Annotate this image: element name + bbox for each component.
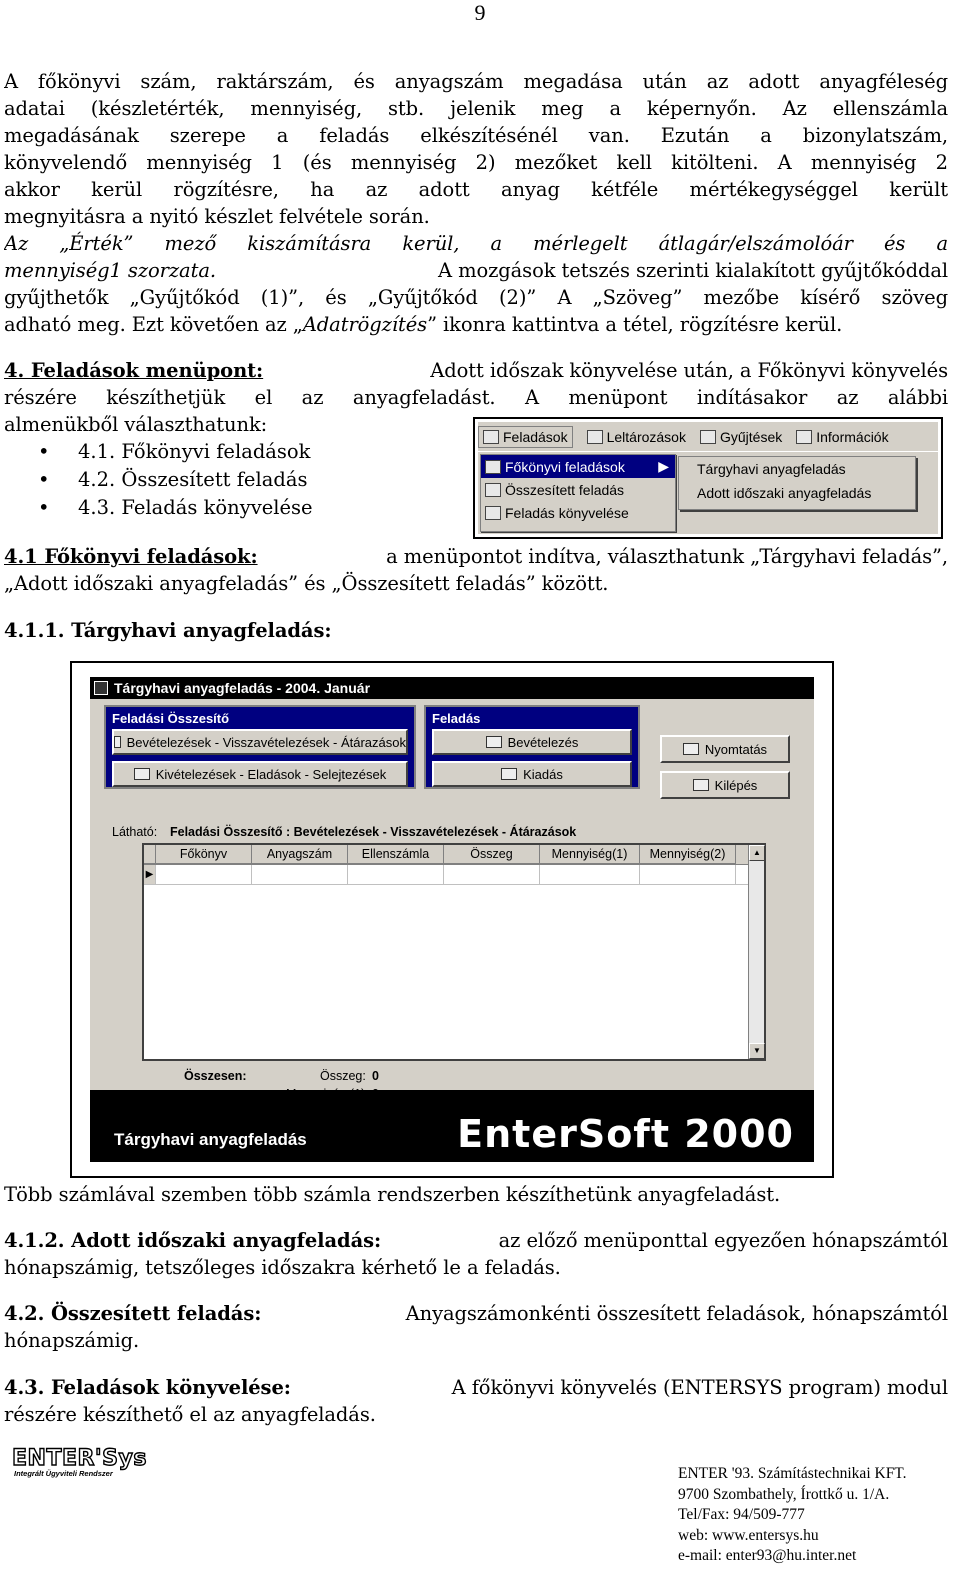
text-line: hónapszámig. [4,1329,140,1352]
visible-value: Feladási Összesítő : Bevételezések - Visszavételezések - Átárazások [170,825,577,839]
exit-button[interactable] [660,771,790,799]
sum-osszeg-value: 0 [372,1069,379,1083]
table-cell[interactable] [540,865,640,884]
text-line: megnyitásra a nyitó készlet felvétele során. [4,205,430,228]
column-header[interactable]: Főkönyv [156,845,252,864]
column-header[interactable]: Összeg [444,845,540,864]
group-title: Feladási Összesítő [112,711,230,726]
text-line: „Adott időszaki anyagfeladás” és „Összesített feladás” között. [4,572,609,595]
contact-web[interactable]: web: www.entersys.hu [678,1526,819,1544]
button-label: Bevételezés [507,734,579,750]
menu-informaciok[interactable] [796,429,888,445]
hand-icon [134,768,150,780]
dialog-titlebar [90,677,814,699]
text-line [4,257,948,284]
after-dialog-text [4,1181,948,1208]
text-line: részére készíthető el az anyagfeladás. [4,1403,376,1426]
footer-title: Tárgyhavi anyagfeladás [114,1130,307,1149]
contact-address: 9700 Szombathely, Írottkő u. 1/A. [678,1485,890,1503]
text-line: részére készíthetjük el az anyagfeladást. A menüpont indításakor az alábbi [4,386,948,409]
menu-label: Leltározások [606,428,686,445]
table-cell[interactable] [348,865,444,884]
text-line: almenükből választhatunk: [4,413,268,436]
table-cell[interactable] [252,865,348,884]
submenu-item-konyvelese[interactable] [481,501,675,524]
text-line [4,311,948,338]
contact-email[interactable]: e-mail: enter93@hu.inter.net [678,1547,857,1564]
bevetelezes-button[interactable] [432,729,632,755]
text-run: A főkönyvi könyvelés (ENTERSYS program) modul [451,1376,948,1399]
menu-icon [485,460,501,474]
section-4-1-2 [4,1227,948,1281]
section-4-3 [4,1374,948,1428]
sum-osszeg-label: Összeg: [320,1069,366,1083]
button-label: Bevételezések - Visszavételezések - Átárazások [126,734,406,750]
vertical-scrollbar[interactable] [748,845,764,1059]
column-header[interactable]: Mennyiség(2) [640,845,736,864]
scroll-down-icon[interactable]: ▼ [749,1043,765,1059]
exit-icon [693,779,709,791]
text-line [4,1374,948,1401]
data-grid[interactable] [142,843,766,1061]
text-line: adatai (készletérték, mennyiség, stb. jelenik meg a képernyőn. Az ellenszámla [4,97,948,120]
submenu-item-osszesitett[interactable] [481,478,675,501]
info-icon [796,430,812,444]
text-line [4,1227,948,1254]
column-header[interactable]: Ellenszámla [348,845,444,864]
text-line: akkor kerül rögzítésre, ha az adott anyag kétféle mértékegységgel került [4,178,948,201]
text-line: gyűjthetők „Gyűjtőkód (1)”, és „Gyűjtőkód (2)” A „Szöveg” mezőbe kísérő szöveg [4,286,948,309]
text-run: a menüpontot indítva, választhatunk „Tárgyhavi feladás”, [386,545,948,568]
submenu-item-fokonyvi[interactable] [481,455,675,478]
list-item: • 4.3. Feladás könyvelése [38,494,313,522]
text-run: az előző menüponttal egyezően hónapszámtól [498,1229,948,1252]
text-line: könyvelendő mennyiség 1 (és mennyiség 2) mezőket kell kitölteni. A mennyiség 2 [4,151,948,174]
menu-label: Információk [816,428,889,445]
menubar [478,422,938,452]
menu-icon [587,430,603,444]
row-indicator-icon: ▶ [144,865,156,884]
bevetelezesek-button[interactable] [112,729,408,755]
button-label: Nyomtatás [704,741,768,757]
dialog-title: Tárgyhavi anyagfeladás - 2004. Január [114,680,371,696]
text-run: A mozgások tetszés szerinti kialakított gyűjtőkóddal [437,259,948,282]
grid-header [144,845,764,865]
document-icon [486,736,502,748]
menu-label: Gyűjtések [719,428,783,445]
list-item: • 4.1. Főkönyvi feladások [38,438,313,466]
section-heading: 4.1 Főkönyvi feladások: [4,545,258,568]
section-heading: 4.1.2. Adott időszaki anyagfeladás: [4,1229,382,1252]
text-line [4,1300,948,1327]
page-number: 9 [474,0,486,25]
chevron-right-icon: ▶ [658,458,669,474]
text-line: megadásának szerepe a feladás elkészítésénél van. Ezután a bizonylatszám, [4,124,948,147]
submenu-item-adott-idoszaki[interactable]: Adott időszaki anyagfeladás [697,485,872,501]
hand-icon [114,736,121,748]
submenu-label: Főkönyvi feladások [505,458,625,475]
button-label: Kiadás [523,766,563,782]
entersys-logo [10,1443,175,1479]
dialog-footer [90,1090,814,1162]
printer-icon [683,743,699,755]
kiadas-button[interactable] [432,761,632,787]
menu-leltarozasok[interactable] [587,429,686,445]
text-line: A főkönyvi szám, raktárszám, és anyagszám megadása után az adott anyagféleség [4,70,948,93]
dialog-window [90,677,814,1162]
menu-icon [483,430,499,444]
text-italic: Adatrögzítés [302,313,428,336]
section-4-1-1-heading: 4.1.1. Tárgyhavi anyagfeladás: [4,619,332,642]
section-4-2 [4,1300,948,1354]
print-button[interactable] [660,735,790,763]
group-title: Feladás [432,711,481,726]
submenu-item-targyhavi[interactable]: Tárgyhavi anyagfeladás [697,461,846,477]
logo-sub: Integrált Ügyviteli Rendszer [14,1469,113,1478]
window-icon [94,681,108,695]
table-cell[interactable] [444,865,540,884]
intro-paragraph [4,68,948,338]
text-line [4,543,948,570]
list-item: • 4.2. Összesített feladás [38,466,313,494]
text-line [4,357,948,384]
submenu-label: Feladás könyvelése [505,504,629,521]
kivetelezesek-button[interactable] [112,761,408,787]
text-run: Adott időszak könyvelése után, a Főkönyvi könyvelés [430,359,948,382]
column-header[interactable]: Anyagszám [252,845,348,864]
menu-icon [700,430,716,444]
section-heading: 4.2. Összesített feladás: [4,1302,262,1325]
text-line: hónapszámig, tetszőleges időszakra kérhető le a feladás. [4,1256,561,1279]
envelope-icon [501,768,517,780]
column-header[interactable]: Mennyiség(1) [540,845,640,864]
button-label: Kilépés [714,777,758,793]
text-run: Anyagszámonkénti összesített feladások, hónapszámtól [405,1302,948,1325]
text-line: Több számlával szemben több számla rendszerben készíthetünk anyagfeladást. [4,1183,781,1206]
footer-brand: EnterSoft 2000 [457,1112,794,1156]
summary-label: Összesen: [184,1069,247,1083]
section-heading: 4.3. Feladások könyvelése: [4,1376,291,1399]
text-run: adható meg. Ezt követően az „ [4,313,303,336]
section-heading: 4. Feladások menüpont: [4,359,264,382]
visible-label: Látható: [112,825,158,839]
row-indicator-header [144,845,156,864]
menu-label: Feladások [503,428,568,445]
table-row[interactable] [144,865,764,885]
menu-window [478,422,938,534]
scroll-up-icon[interactable]: ▲ [749,845,765,861]
menu-feladasok[interactable] [478,426,573,448]
menu-icon [485,506,501,520]
table-cell[interactable] [640,865,736,884]
contact-company: ENTER '93. Számítástechnikai KFT. [678,1465,907,1482]
text-line: Az „Érték” mező kiszámításra kerül, a mérlegelt átlagár/elszámolóár és a [4,232,948,255]
menu-screenshot [473,417,943,539]
submenu-list [38,438,313,522]
button-label: Kivételezések - Eladások - Selejtezések [155,766,387,782]
menu-gyujtesek[interactable] [700,429,782,445]
menu-icon [485,483,501,497]
section-4-1 [4,543,948,597]
text-italic: mennyiség1 szorzata. [4,259,216,282]
text-run: ” ikonra kattintva a tétel, rögzítésre kerül. [427,313,843,336]
fokonyvi-submenu [678,456,916,510]
dialog-screenshot [70,661,834,1178]
contact-phone: Tel/Fax: 94/509-777 [678,1506,805,1523]
feladasok-submenu [480,454,676,532]
logo-main: ENTER'Sys [12,1446,147,1471]
submenu-label: Összesített feladás [505,481,625,498]
contact-block [678,1464,907,1567]
table-cell[interactable] [156,865,252,884]
